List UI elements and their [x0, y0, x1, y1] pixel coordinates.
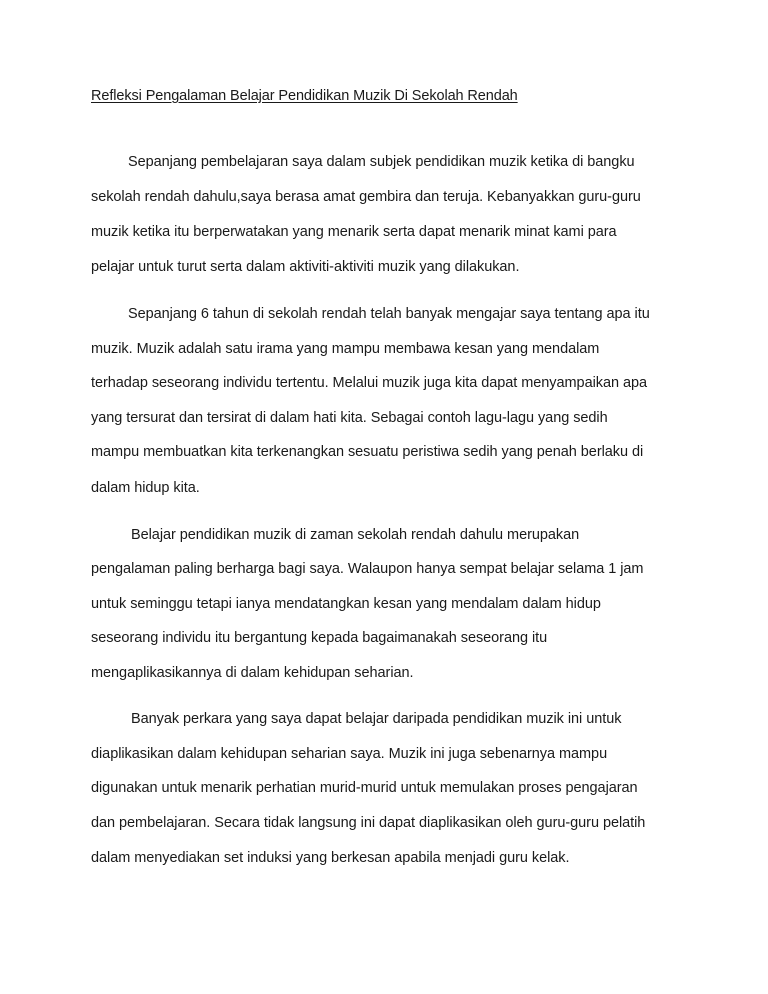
paragraph-1-line-2: sekolah rendah dahulu,saya berasa amat gembira dan teruja. Kebanyakkan guru-guru [91, 189, 641, 205]
paragraph-2-line-5: mampu membuatkan kita terkenangkan sesuatu peristiwa sedih yang penah berlaku di [91, 444, 644, 460]
paragraph-4-line-3: digunakan untuk menarik perhatian murid-murid untuk memulakan proses pengajaran [91, 780, 638, 796]
paragraph-4-line-5: dalam menyediakan set induksi yang berkesan apabila menjadi guru kelak. [91, 850, 570, 866]
paragraph-3-line-5: mengaplikasikannya di dalam kehidupan seharian. [91, 665, 414, 681]
paragraph-4-line-2: diaplikasikan dalam kehidupan seharian saya. Muzik ini juga sebenarnya mampu [91, 746, 608, 762]
paragraph-3-line-3: untuk seminggu tetapi ianya mendatangkan kesan yang mendalam dalam hidup [91, 596, 601, 612]
paragraph-2-line-1: Sepanjang 6 tahun di sekolah rendah telah banyak mengajar saya tentang apa itu [128, 306, 650, 322]
paragraph-3-line-2: pengalaman paling berharga bagi saya. Walaupon hanya sempat belajar selama 1 jam [91, 561, 644, 577]
paragraph-1-line-4: pelajar untuk turut serta dalam aktiviti-aktiviti muzik yang dilakukan. [91, 259, 520, 275]
paragraph-1-line-1: Sepanjang pembelajaran saya dalam subjek pendidikan muzik ketika di bangku [128, 154, 635, 170]
paragraph-3-line-1: Belajar pendidikan muzik di zaman sekolah rendah dahulu merupakan [131, 527, 580, 543]
paragraph-4-line-1: Banyak perkara yang saya dapat belajar daripada pendidikan muzik ini untuk [131, 711, 622, 727]
paragraph-2-line-3: terhadap seseorang individu tertentu. Melalui muzik juga kita dapat menyampaikan apa [91, 375, 647, 391]
paragraph-1-line-3: muzik ketika itu berperwatakan yang menarik serta dapat menarik minat kami para [91, 224, 617, 240]
paragraph-2-line-4: yang tersurat dan tersirat di dalam hati kita. Sebagai contoh lagu-lagu yang sedih [91, 410, 608, 426]
paragraph-2-line-6: dalam hidup kita. [91, 480, 200, 496]
paragraph-2-line-2: muzik. Muzik adalah satu irama yang mampu membawa kesan yang mendalam [91, 341, 600, 357]
paragraph-4-line-4: dan pembelajaran. Secara tidak langsung ini dapat diaplikasikan oleh guru-guru pelatih [91, 815, 646, 831]
document-title: Refleksi Pengalaman Belajar Pendidikan Muzik Di Sekolah Rendah [91, 88, 518, 104]
paragraph-3-line-4: seseorang individu itu bergantung kepada bagaimanakah seseorang itu [91, 630, 548, 646]
